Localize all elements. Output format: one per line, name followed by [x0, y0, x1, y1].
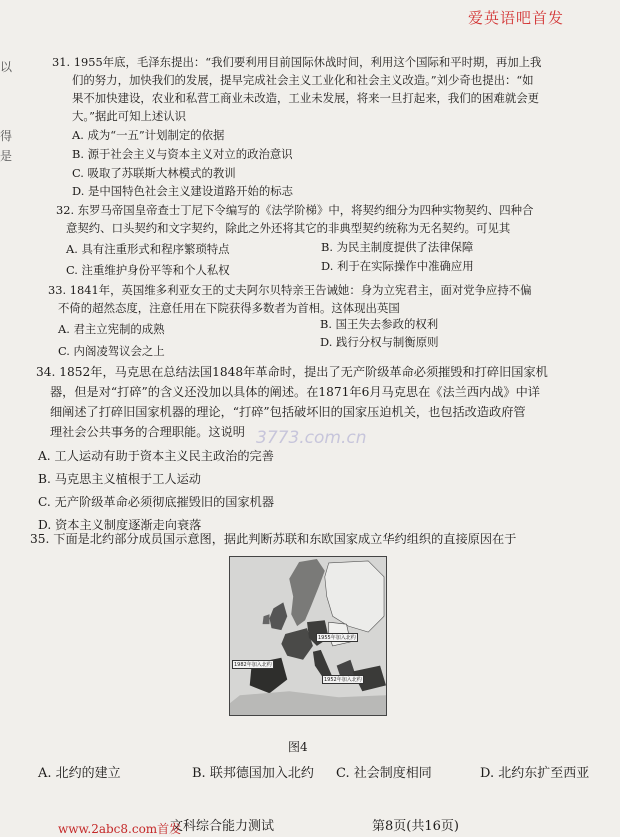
brand-title: 爱英语吧首发: [468, 9, 565, 27]
margin-mark: 以: [0, 60, 13, 74]
nato-map-figure: [229, 556, 387, 716]
map-label: 1955年加入北约: [318, 635, 356, 641]
option-b: B. 联邦德国加入北约: [192, 766, 314, 781]
question-stem-line: 意契约、口头契约和文字契约，除此之外还将其它的非典型契约统称为无名契约。可见其: [66, 221, 511, 235]
europe-map: [230, 557, 386, 715]
option-a: A. 北约的建立: [38, 766, 121, 781]
option-a: A. 君主立宪制的成熟: [58, 322, 165, 336]
question-stem-line: 31. 1955年底，毛泽东提出：“我们要利用目前国际休战时间，利用这个国际和平时期，再加上我: [52, 55, 542, 69]
footer-page-number: 第8页(共16页): [372, 819, 459, 834]
option-d: D. 是中国特色社会主义建设道路开始的标志: [72, 184, 294, 198]
option-d: D. 资本主义制度逐渐走向衰落: [38, 518, 202, 532]
margin-mark: 是: [0, 149, 13, 163]
option-a: A. 具有注重形式和程序繁琐特点: [66, 242, 230, 256]
option-a: A. 工人运动有助于资本主义民主政治的完善: [38, 449, 274, 463]
watermark: 3773.com.cn: [256, 428, 367, 448]
option-b: B. 马克思主义植根于工人运动: [38, 472, 201, 486]
footer-subject: 文科综合能力测试: [170, 819, 275, 834]
option-d: D. 北约东扩至西亚: [480, 766, 590, 781]
option-c: C. 吸取了苏联斯大林模式的教训: [72, 166, 236, 180]
option-a: A. 成为“一五”计划制定的依据: [72, 128, 225, 142]
question-stem-line: 果不加快建设，农业和私营工商业未改造，工业未发展，将来一旦打起来，我们的困难就会更: [72, 91, 540, 105]
map-label: 1952年加入北约: [324, 677, 362, 683]
margin-mark: 得: [0, 129, 13, 143]
question-stem-line: 33. 1841年，英国维多利亚女王的丈夫阿尔贝特亲王告诫她：身为立宪君主，面对党争应持不偏: [48, 283, 532, 297]
question-stem-line: 理社会公共事务的合理职能。这说明: [50, 425, 245, 439]
option-c: C. 注重维护身份平等和个人私权: [66, 263, 230, 277]
question-stem-line: 大。”据此可知上述认识: [72, 109, 187, 123]
figure-caption: 图4: [288, 740, 308, 754]
option-c: C. 社会制度相同: [336, 766, 432, 781]
site-watermark: www.2abc8.com首发: [58, 822, 182, 836]
map-label: 1982年加入北约: [234, 662, 272, 668]
question-stem-line: 器，但是对“打碎”的含义还没加以具体的阐述。在1871年6月马克思在《法兰西内战》中详: [50, 385, 540, 399]
option-b: B. 为民主制度提供了法律保障: [321, 240, 474, 254]
option-c: C. 无产阶级革命必须彻底摧毁旧的国家机器: [38, 495, 275, 509]
option-b: B. 国王失去参政的权利: [320, 317, 439, 331]
question-stem-line: 们的努力，加快我们的发展，提早完成社会主义工业化和社会主义改造。”刘少奇也提出：“如: [72, 73, 534, 87]
question-stem-line: 不倚的超然态度，注意任用在下院获得多数者为首相。这体现出英国: [58, 301, 400, 315]
question-stem-line: 34. 1852年，马克思在总结法国1848年革命时，提出了无产阶级革命必须摧毁和打碎旧国家机: [36, 365, 548, 379]
option-d: D. 践行分权与制衡原则: [320, 335, 439, 349]
question-stem-line: 细阐述了打碎旧国家机器的理论，“打碎”包括破坏旧的国家压迫机关，也包括改造政府管: [50, 405, 526, 419]
option-d: D. 利于在实际操作中准确应用: [321, 259, 474, 273]
question-stem-line: 32. 东罗马帝国皇帝查士丁尼下令编写的《法学阶梯》中，将契约细分为四种实物契约、四种合: [56, 203, 534, 217]
option-b: B. 源于社会主义与资本主义对立的政治意识: [72, 147, 293, 161]
option-c: C. 内阁凌驾议会之上: [58, 344, 165, 358]
question-stem-line: 35. 下面是北约部分成员国示意图，据此判断苏联和东欧国家成立华约组织的直接原因在于: [30, 532, 517, 546]
